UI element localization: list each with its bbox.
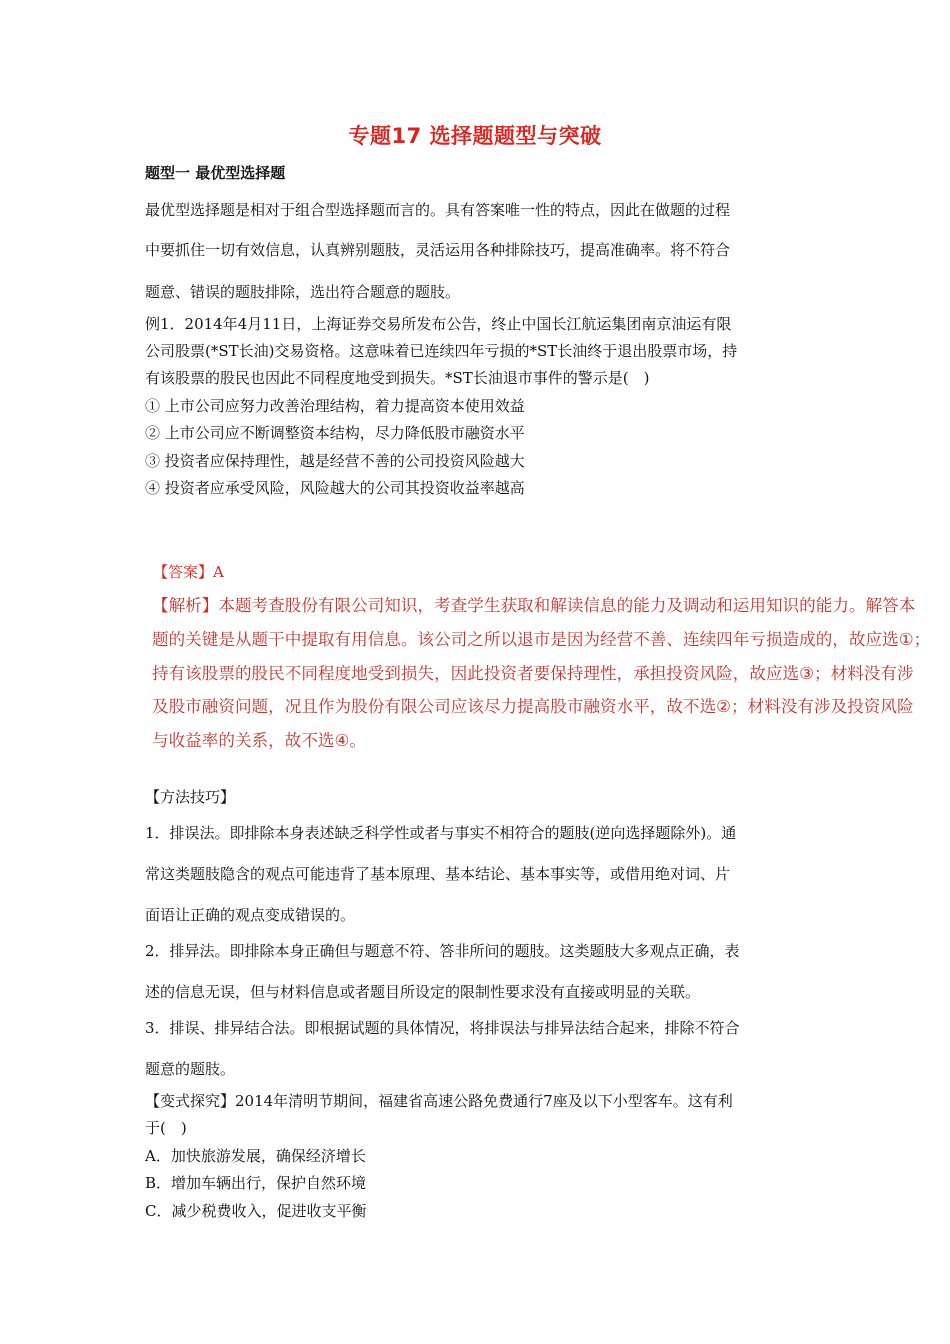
analysis-line-2: 题的关键是从题干中提取有用信息。该公司之所以退市是因为经营不善、连续四年亏损造成的，故应选①； [152, 630, 931, 649]
variant-stem-line-2: 于( ) [145, 1119, 187, 1137]
intro-line-3: 题意、错误的题肢排除，选出符合题意的题肢。 [145, 283, 461, 301]
variant-stem-line-1: 【变式探究】2014年清明节期间，福建省高速公路免费通行7座及以下小型客车。这有利 [145, 1092, 733, 1110]
statement-1: ① 上市公司应努力改善治理结构，着力提高资本使用效益 [145, 397, 525, 415]
answer-label: 【答案】A [153, 563, 224, 581]
method-1-line-2: 常这类题肢隐含的观点可能违背了基本原理、基本结论、基本事实等，或借用绝对词、片 [145, 865, 731, 883]
method-1-line-1: 1．排误法。即排除本身表述缺乏科学性或者与事实不相符合的题肢(逆向选择题除外)。通 [145, 824, 737, 842]
method-2-line-2: 述的信息无误，但与材料信息或者题目所设定的限制性要求没有直接或明显的关联。 [145, 983, 701, 1001]
example-stem-line-3: 有该股票的股民也因此不同程度地受到损失。*ST长油退市事件的警示是( ) [145, 369, 650, 387]
analysis-line-4: 及股市融资问题，况且作为股份有限公司应该尽力提高股市融资水平，故不选②；材料没有涉及投资风险 [152, 697, 914, 716]
section-heading: 题型一 最优型选择题 [145, 164, 286, 182]
statement-3: ③ 投资者应保持理性，越是经营不善的公司投资风险越大 [145, 452, 525, 470]
variant-option-c: C．减少税费收入，促进收支平衡 [145, 1202, 367, 1220]
intro-line-1: 最优型选择题是相对于组合型选择题而言的。具有答案唯一性的特点，因此在做题的过程 [145, 201, 731, 219]
method-2-line-1: 2．排异法。即排除本身正确但与题意不符、答非所问的题肢。这类题肢大多观点正确，表 [145, 942, 740, 960]
analysis-line-5: 与收益率的关系，故不选④。 [152, 731, 367, 750]
variant-option-b: B．增加车辆出行，保护自然环境 [145, 1174, 367, 1192]
analysis-line-1: 【解析】本题考查股份有限公司知识，考查学生获取和解读信息的能力及调动和运用知识的能力。解答本 [152, 596, 916, 615]
statement-4: ④ 投资者应承受风险，风险越大的公司其投资收益率越高 [145, 479, 525, 497]
method-3-line-1: 3．排误、排异结合法。即根据试题的具体情况，将排误法与排异法结合起来，排除不符合 [145, 1019, 740, 1037]
method-3-line-2: 题意的题肢。 [145, 1060, 236, 1078]
statement-2: ② 上市公司应不断调整资本结构，尽力降低股市融资水平 [145, 424, 525, 442]
methods-heading: 【方法技巧】 [145, 788, 236, 806]
example-stem-line-2: 公司股票(*ST长油)交易资格。这意味着已连续四年亏损的*ST长油终于退出股票市场，持 [145, 342, 738, 360]
method-1-line-3: 面语让正确的观点变成错误的。 [145, 906, 356, 924]
example-stem-line-1: 例1．2014年4月11日，上海证券交易所发布公告，终止中国长江航运集团南京油运有限 [145, 315, 732, 333]
analysis-line-3: 持有该股票的股民不同程度地受到损失，因此投资者要保持理性，承担投资风险，故应选③；材料没有涉 [152, 664, 914, 683]
intro-line-2: 中要抓住一切有效信息，认真辨别题肢，灵活运用各种排除技巧，提高准确率。将不符合 [145, 241, 731, 259]
variant-option-a: A．加快旅游发展，确保经济增长 [145, 1147, 366, 1165]
page-title: 专题17 选择题题型与突破 [348, 124, 602, 148]
